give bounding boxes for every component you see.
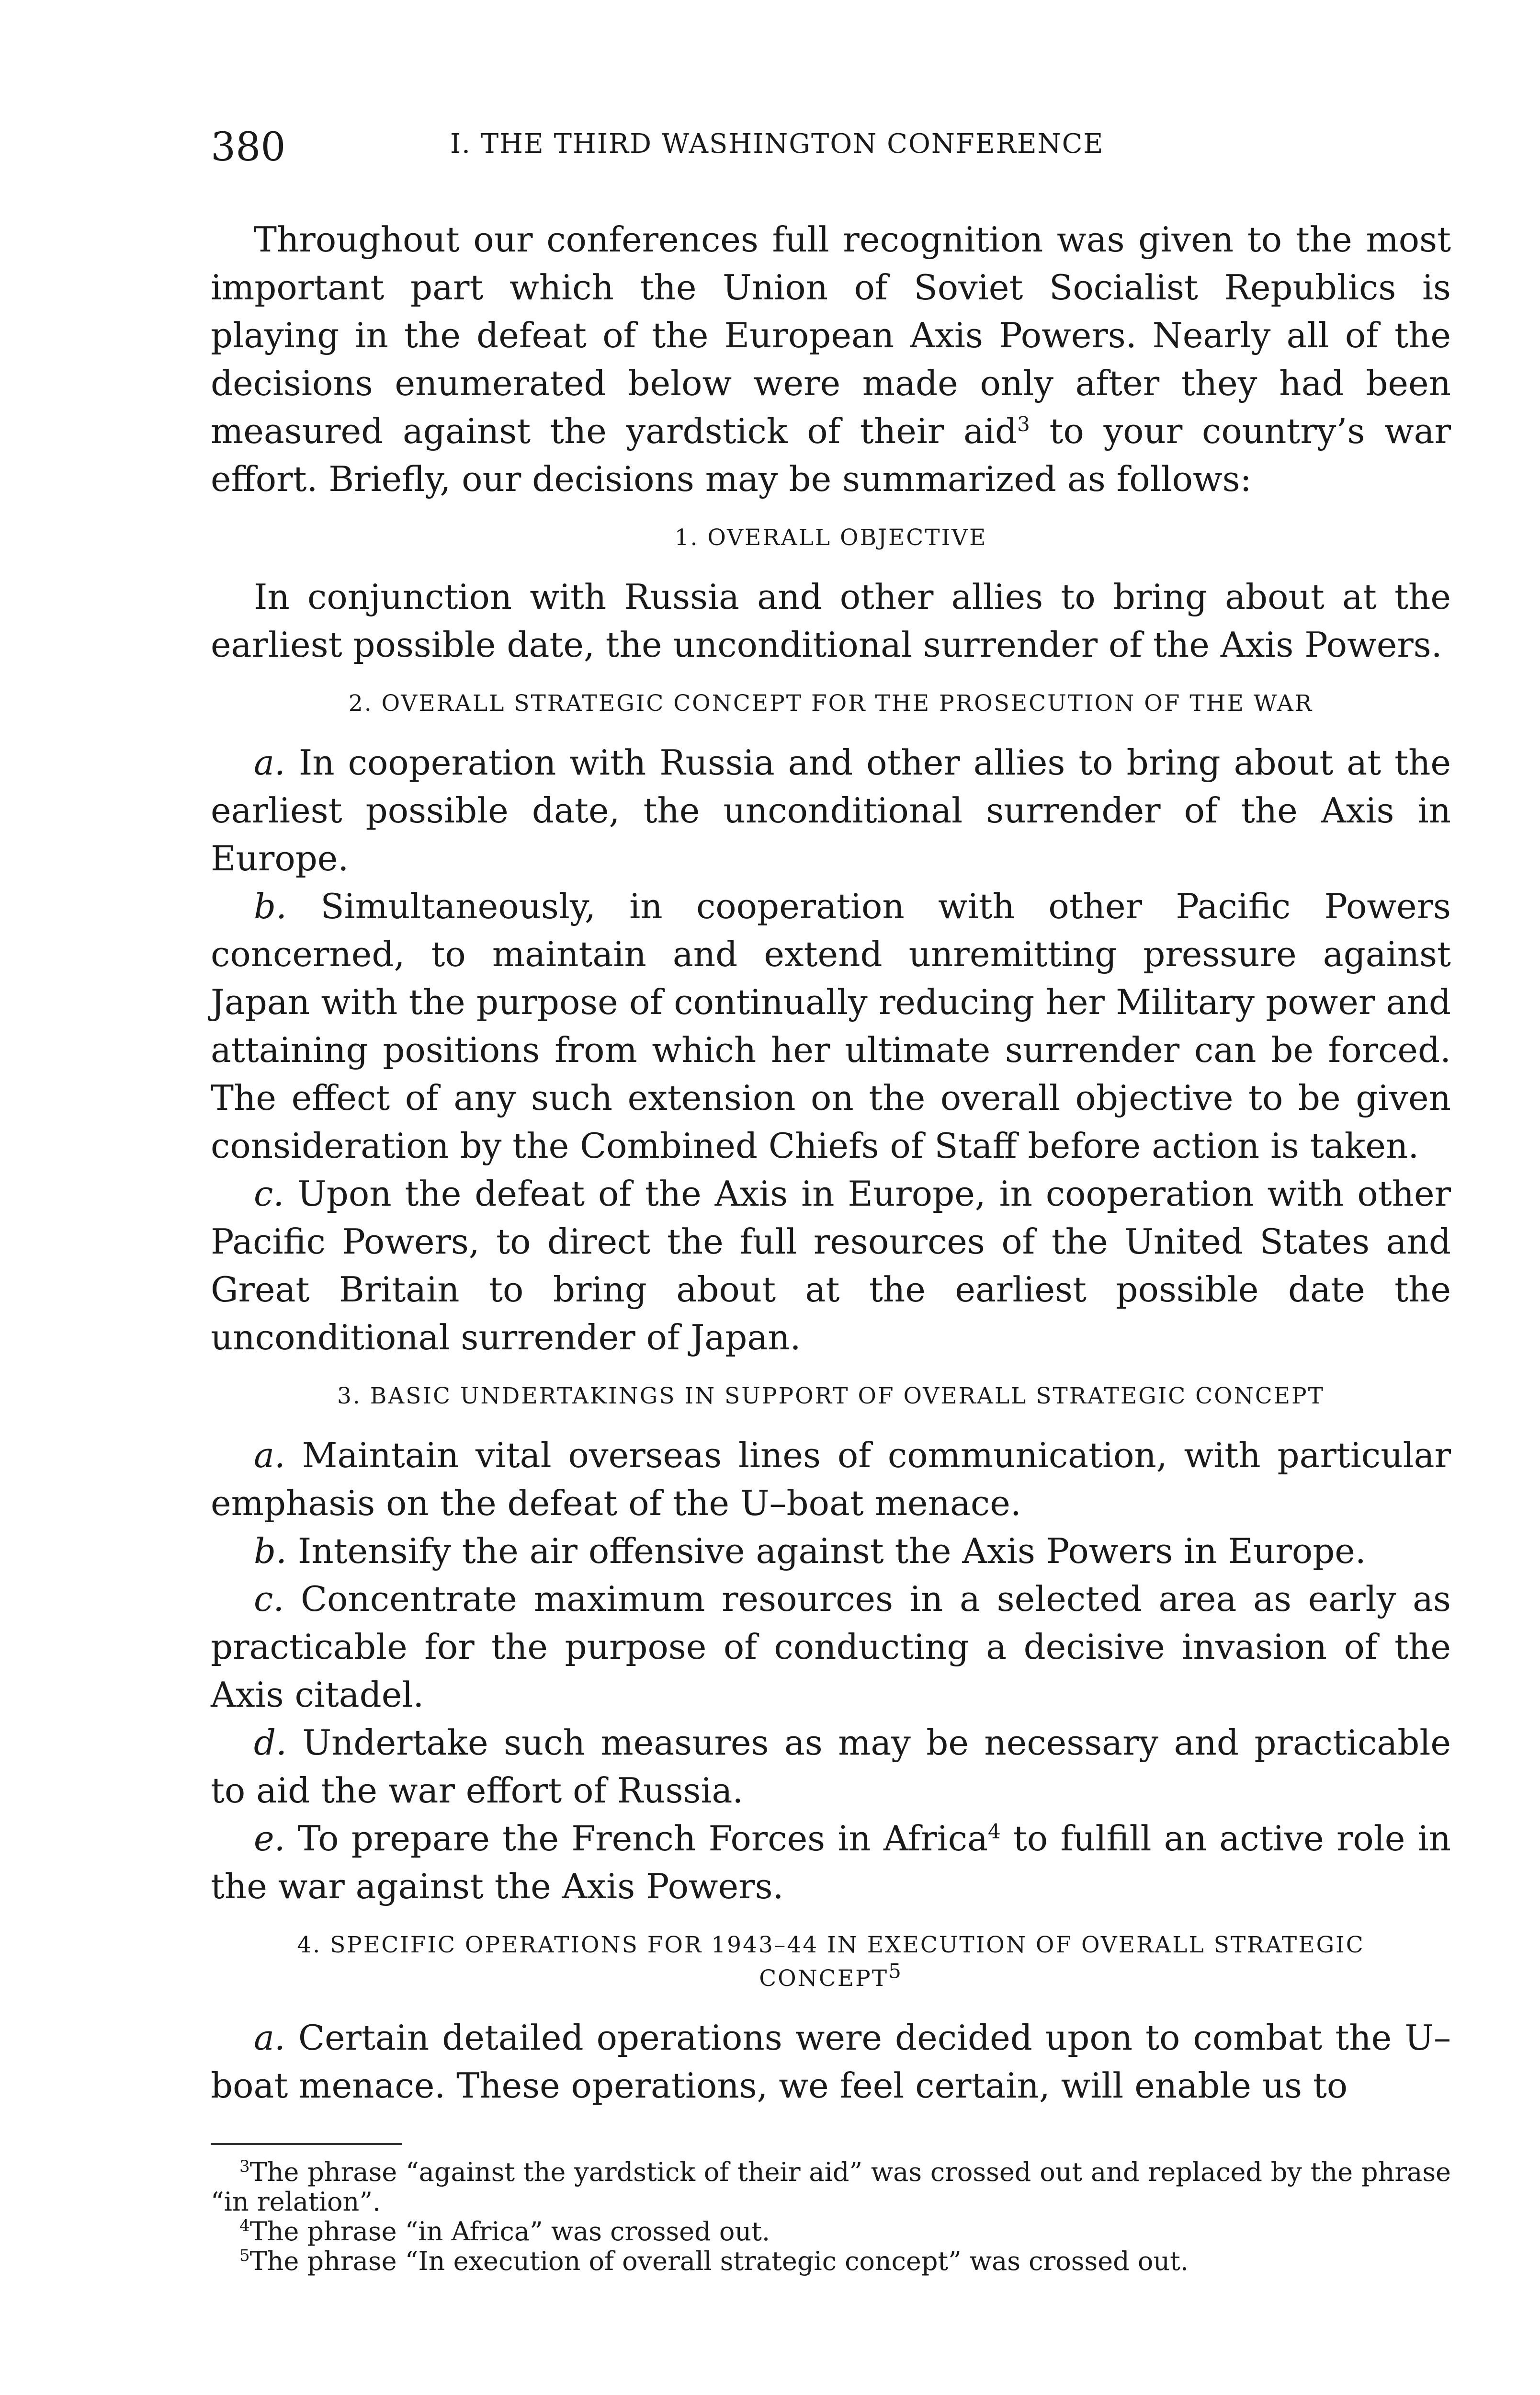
footnote-ref-5: 5 <box>888 1959 903 1983</box>
item-letter: a. <box>254 742 285 783</box>
section2-item-c <box>211 1170 1451 1361</box>
section-heading-1: 1. OVERALL OBJECTIVE <box>674 525 987 551</box>
section3-item-a <box>211 1431 1451 1527</box>
section2-item-a <box>211 739 1451 882</box>
footnote-text: The phrase “in Africa” was crossed out. <box>249 2216 770 2247</box>
running-title: I. THE THIRD WASHINGTON CONFERENCE <box>450 128 1104 160</box>
section-heading-4 <box>211 1928 1451 1996</box>
footnote-divider <box>211 2143 402 2145</box>
footnote-ref-4: 4 <box>988 1820 1001 1843</box>
item-letter: c. <box>254 1174 284 1214</box>
footnote-mark: 5 <box>239 2246 250 2265</box>
item-letter: b. <box>254 886 287 926</box>
intro-paragraph <box>211 216 1451 503</box>
page-number: 380 <box>211 125 286 170</box>
item-text: Intensify the air offensive against the Axis Powers in Europe. <box>297 1531 1366 1571</box>
item-text: Simultaneously, in cooperation with other Pacific Powers concerned, to maintain and extend unremitting pressure against Japan with the purpose of continually reducing her Military power and attaining positions from which her ultimate surrender can be forced. The effect of any such extension on the overall objective to be given consideration by the Combined Chiefs of Staff before action is taken. <box>211 886 1451 1166</box>
page-header <box>211 110 1451 177</box>
item-text: Upon the defeat of the Axis in Europe, in cooperation with other Pacific Powers, to direct the full resources of the United States and Great Britain to bring about at the earliest possible date the unconditional surrender of Japan. <box>211 1174 1451 1357</box>
intro-text: Throughout our conferences full recognition was given to the most important part which the Union of Soviet Socialist Republics is playing in the defeat of the European Axis Powers. Nearly all of the decisions enumerated below were made only after they had been measured against the yardstick of their aid <box>211 219 1451 451</box>
document-page <box>211 110 1451 2395</box>
item-letter: c. <box>254 1579 284 1619</box>
footnote-ref-3: 3 <box>1017 412 1030 436</box>
footnote-text: The phrase “against the yardstick of their aid” was crossed out and replaced by the phrase “in relation”. <box>211 2157 1451 2217</box>
item-text: To prepare the French Forces in Africa <box>297 1818 988 1859</box>
section4-heading-line1: 4. SPECIFIC OPERATIONS FOR 1943–44 IN EXECUTION OF OVERALL STRATEGIC <box>297 1932 1365 1958</box>
item-letter: a. <box>254 2018 285 2058</box>
item-letter: e. <box>254 1818 285 1859</box>
footnote-text: The phrase “In execution of overall strategic concept” was crossed out. <box>249 2246 1189 2276</box>
section3-item-b <box>211 1527 1451 1575</box>
item-text: In cooperation with Russia and other allies to bring about at the earliest possible date, the unconditional surrender of the Axis in Europe. <box>211 742 1451 878</box>
section3-item-d <box>211 1719 1451 1814</box>
section4-item-a <box>211 2014 1451 2110</box>
footnote-3 <box>211 2157 1451 2217</box>
section3-item-e <box>211 1814 1451 1910</box>
footnote-mark: 4 <box>239 2216 250 2235</box>
item-text: Maintain vital overseas lines of communication, with particular emphasis on the defeat of the U–boat menace. <box>211 1435 1451 1523</box>
item-text: Concentrate maximum resources in a selected area as early as practicable for the purpose of conducting a decisive invasion of the Axis citadel. <box>211 1579 1451 1715</box>
footnotes <box>211 2157 1451 2276</box>
section2-item-b <box>211 882 1451 1170</box>
footnote-mark: 3 <box>239 2157 250 2176</box>
section-heading-3: 3. BASIC UNDERTAKINGS IN SUPPORT OF OVERALL STRATEGIC CONCEPT <box>337 1383 1325 1409</box>
section-heading-2: 2. OVERALL STRATEGIC CONCEPT FOR THE PROSECUTION OF THE WAR <box>348 690 1314 717</box>
item-text: Undertake such measures as may be necessary and practicable to aid the war effort of Russia. <box>211 1722 1451 1811</box>
footnote-5 <box>211 2247 1451 2276</box>
item-letter: d. <box>254 1722 287 1763</box>
intro-text-continued: to your country’s war effort. Briefly, our decisions may be summarized as follows: <box>211 411 1451 499</box>
item-text: Certain detailed operations were decided upon to combat the U–boat menace. These operations, we feel certain, will enable us to <box>211 2018 1451 2106</box>
item-letter: a. <box>254 1435 285 1475</box>
item-letter: b. <box>254 1531 287 1571</box>
section4-heading-line2: CONCEPT <box>759 1965 889 1992</box>
document-body <box>211 216 1451 2276</box>
item-text-continued: to fulfill an active role in the war against the Axis Powers. <box>211 1818 1451 1906</box>
section1-paragraph: In conjunction with Russia and other allies to bring about at the earliest possible date, the unconditional surrender of the Axis Powers. <box>211 577 1451 665</box>
section3-item-c <box>211 1575 1451 1719</box>
footnote-4 <box>211 2217 1451 2247</box>
